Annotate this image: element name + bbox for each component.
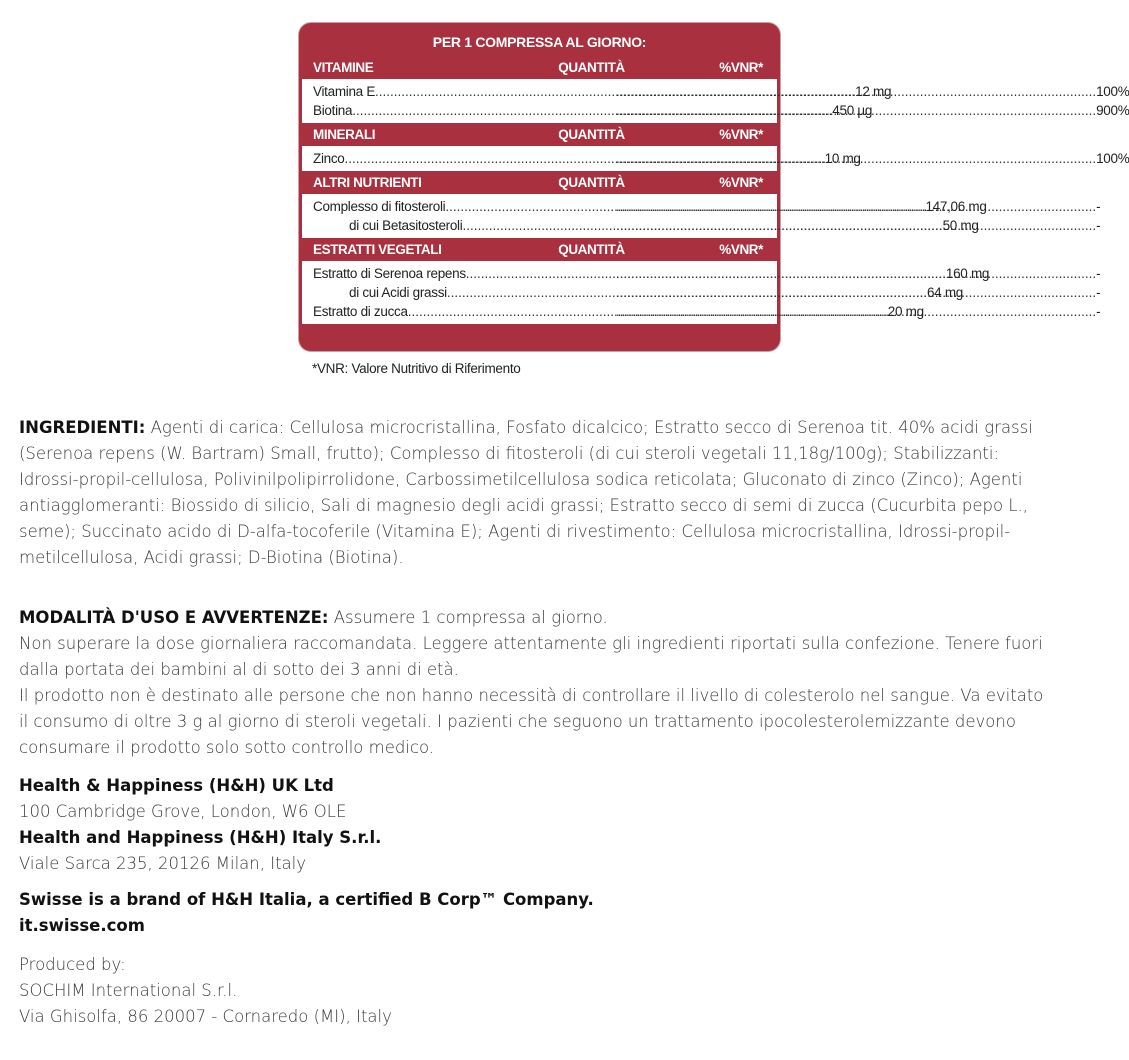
nutrient-name: Complesso di fitosteroli [313, 199, 446, 214]
producer-address: Via Ghisolfa, 86 20007 - Cornaredo (MI), Italy [19, 1007, 392, 1026]
nutrient-name: Zinco [313, 151, 345, 166]
nutrient-vnr: - [1096, 266, 1101, 281]
brand-info [19, 887, 1044, 939]
usage-section [19, 605, 1044, 761]
leader-dots [616, 101, 1096, 120]
producer-label: Produced by: [19, 955, 126, 974]
table-row [313, 82, 1129, 101]
table-section-body [302, 79, 1129, 123]
ingredients-label: INGREDIENTI: [19, 418, 146, 437]
quantity-column-header: QUANTITÀ [558, 175, 625, 190]
table-row [313, 216, 1101, 235]
producer-info [19, 952, 1044, 1030]
table-section-header [302, 171, 777, 194]
leader-dots [616, 149, 1096, 168]
nutrient-quantity: 20 mg [887, 304, 924, 319]
table-row [313, 264, 1101, 283]
leader-dots [616, 283, 1096, 302]
nutrient-name: Biotina [313, 103, 353, 118]
uk-company-address: 100 Cambridge Grove, London, W6 OLE [19, 802, 347, 821]
table-section-header [302, 123, 777, 146]
usage-label: MODALITÀ D'USO E AVVERTENZE: [19, 608, 329, 627]
nutrient-quantity: 64 mg [926, 285, 963, 300]
nutrition-table-title: PER 1 COMPRESSA AL GIORNO: [432, 34, 647, 50]
nutrient-vnr: - [1096, 218, 1101, 233]
nutrient-name: Estratto di Serenoa repens [313, 266, 466, 281]
nutrient-quantity: 450 µg [832, 103, 873, 118]
nutrient-vnr: 900% [1096, 103, 1129, 118]
nutrient-quantity: 50 mg [942, 218, 979, 233]
quantity-column-header: QUANTITÀ [558, 242, 625, 257]
nutrient-vnr: 100% [1096, 84, 1129, 99]
vnr-column-header: %VNR* [719, 60, 763, 75]
leader-dots [616, 264, 1096, 283]
ingredients-paragraph [19, 415, 1044, 571]
usage-paragraph-2: Il prodotto non è destinato alle persone che non hanno necessità di controllare il livello di colesterolo nel sangue. Va evitato il consumo di oltre 3 g al giorno di steroli vegetali. I pazienti che seguono un trattamento ipocolesterolemizzante devono consumare il prodotto solo sotto controllo medico. [19, 686, 1044, 757]
table-section-body [302, 146, 1129, 171]
nutrient-quantity: 147,06 mg [925, 199, 987, 214]
table-row [313, 149, 1129, 168]
nutrient-vnr: - [1096, 199, 1101, 214]
quantity-column-header: QUANTITÀ [558, 60, 625, 75]
nutrient-name: Estratto di zucca [313, 304, 408, 319]
section-title: ALTRI NUTRIENTI [313, 175, 422, 190]
table-row [313, 197, 1101, 216]
vnr-column-header: %VNR* [719, 242, 763, 257]
table-section-header [302, 56, 777, 79]
uk-company-name: Health & Happiness (H&H) UK Ltd [19, 776, 334, 795]
nutrient-quantity: 160 mg [945, 266, 990, 281]
company-info [19, 773, 1044, 877]
nutrition-sections [302, 56, 1129, 324]
nutrient-name: di cui Acidi grassi [349, 285, 447, 300]
section-title: MINERALI [313, 127, 376, 142]
nutrient-vnr: - [1096, 285, 1101, 300]
section-title: VITAMINE [313, 60, 374, 75]
table-row [313, 302, 1101, 321]
nutrient-name: di cui Betasitosteroli [349, 218, 463, 233]
producer-name: SOCHIM International S.r.l. [19, 981, 238, 1000]
ingredients-text: Agenti di carica: Cellulosa microcristallina, Fosfato dicalcico; Estratto secco di Serenoa tit. 40% acidi grassi (Serenoa repens (W. Bartram) Small, frutto); Complesso di fitosteroli (di cui steroli vegetali 11,18g/100g); Stabilizzanti: Idrossi-propil-cellulosa, Polivinilpolipirrolidone, Carbossimetilcellulosa sodica reticolata; Gluconato di zinco (Zinco); Agenti antiagglomeranti: Biossido di silicio, Sali di magnesio degli acidi grassi; Estratto secco di semi di zucca (Cucurbita pepo L., seme); Succinato acido di D-alfa-tocoferile (Vitamina E); Agenti di rivestimento: Cellulosa microcristallina, Idrossi-propil-metilcellulosa, Acidi grassi; D-Biotina (Biotina). [19, 418, 1033, 567]
leader-dots [616, 82, 1096, 101]
section-title: ESTRATTI VEGETALI [313, 242, 442, 257]
table-section-header [302, 238, 777, 261]
nutrient-vnr: 100% [1096, 151, 1129, 166]
vnr-footnote: *VNR: Valore Nutritivo di Riferimento [312, 361, 521, 376]
usage-intro: Assumere 1 compressa al giorno. [328, 608, 608, 627]
table-row [313, 101, 1129, 120]
nutrient-quantity: 10 mg [824, 151, 861, 166]
nutrient-quantity: 12 mg [855, 84, 892, 99]
vnr-column-header: %VNR* [719, 127, 763, 142]
brand-website-link[interactable]: it.swisse.com [19, 916, 145, 935]
nutrient-name: Vitamina E [313, 84, 376, 99]
nutrition-table [299, 23, 1129, 351]
nutrient-vnr: - [1096, 304, 1101, 319]
it-company-name: Health and Happiness (H&H) Italy S.r.l. [19, 828, 382, 847]
leader-dots [616, 197, 1096, 216]
table-section-body [302, 194, 1101, 238]
quantity-column-header: QUANTITÀ [558, 127, 625, 142]
leader-dots [616, 216, 1096, 235]
usage-paragraph-1: Non superare la dose giornaliera raccomandata. Leggere attentamente gli ingredienti riportati sulla confezione. Tenere fuori dalla portata dei bambini al di sotto dei 3 anni di età. [19, 634, 1043, 679]
leader-dots [616, 302, 1096, 321]
brand-statement: Swisse is a brand of H&H Italia, a certified B Corp™ Company. [19, 890, 594, 909]
vnr-column-header: %VNR* [719, 175, 763, 190]
it-company-address: Viale Sarca 235, 20126 Milan, Italy [19, 854, 307, 873]
table-row [313, 283, 1101, 302]
table-section-body [302, 261, 1101, 324]
